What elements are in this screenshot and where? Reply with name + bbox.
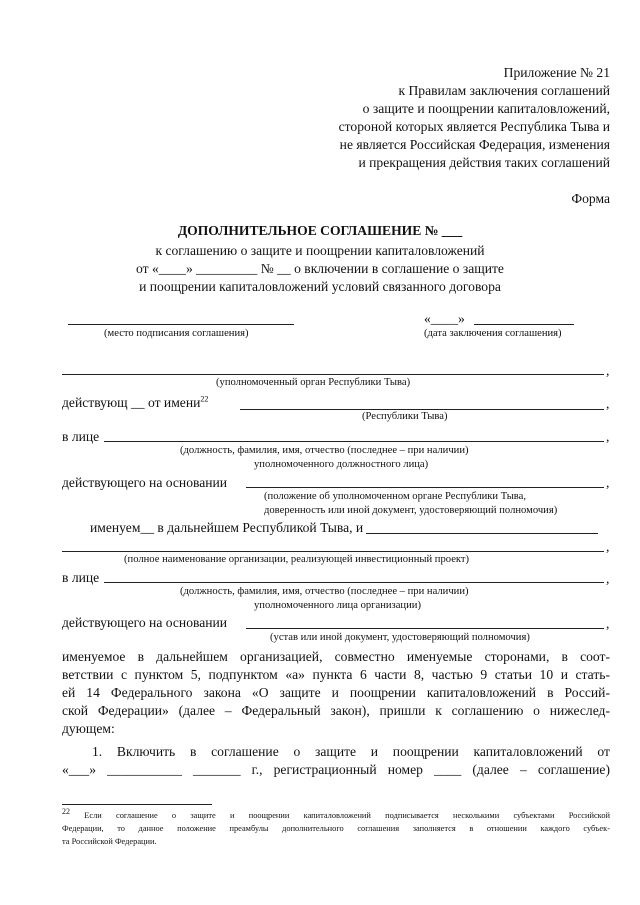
in-person-label: в лице [62, 429, 100, 444]
basis-caption: доверенность или иной документ, удостоверяющий полномочия) [264, 505, 558, 516]
body-line: дующем: [62, 721, 115, 736]
header-line: и прекращения действия таких соглашений [358, 155, 610, 170]
footnote-number: 22 [62, 807, 70, 817]
header-line: о защите и поощрении капиталовложений, [362, 101, 610, 116]
footnote-line [62, 807, 610, 820]
comma: , [606, 396, 610, 411]
footnote-line: Федерации, то данное положение преамбулы дополнительного соглашения заполняется в отношении каждого субъек- [62, 824, 610, 833]
comma: , [606, 616, 610, 631]
basis-label: действующего на основании [62, 615, 228, 630]
subtitle-line: к соглашению о защите и поощрении капиталовложений [155, 243, 485, 258]
subtitle-line: и поощрении капиталовложений условий связанного договора [139, 279, 501, 294]
basis-caption: (устав или иной документ, удостоверяющий полномочия) [270, 632, 530, 643]
official-field[interactable] [104, 441, 604, 442]
acting-label: действующ __ от имени$^{22}$ [62, 394, 209, 410]
comma: , [606, 429, 610, 444]
basis-field[interactable] [246, 628, 604, 629]
org-name-field[interactable] [62, 551, 604, 552]
document-title: ДОПОЛНИТЕЛЬНОЕ СОГЛАШЕНИЕ № ___ [177, 223, 463, 238]
organ-field[interactable] [62, 374, 604, 375]
footnote-line: та Российской Федерации. [62, 837, 157, 846]
comma: , [606, 539, 610, 554]
footnote-text: Если соглашение о защите и поощрении капиталовложений подписывается несколькими субъектами Российской [70, 811, 610, 820]
clause-1: 1. Включить в соглашение о защите и поощрении капиталовложений от [92, 744, 610, 759]
header-line: стороной которых является Республика Тыва и [338, 119, 610, 134]
official-caption: уполномоченного лица организации) [254, 600, 421, 611]
subtitle-line: от «____» _________ № __ о включении в соглашение о защите [136, 261, 504, 276]
organ-caption: (уполномоченный орган Республики Тыва) [216, 377, 411, 388]
comma: , [606, 571, 610, 586]
official-field[interactable] [104, 582, 604, 583]
header-line: Приложение № 21 [503, 65, 610, 80]
place-field[interactable] [68, 324, 294, 325]
comma: , [606, 475, 610, 490]
body-line: ской Федерации» (далее – Федеральный закон), пришли к соглашению о нижеслед- [62, 703, 610, 718]
date-prefix: «____» [424, 311, 465, 326]
header-line: не является Российская Федерация, изменения [339, 137, 610, 152]
date-field[interactable] [474, 324, 574, 325]
official-caption: (должность, фамилия, имя, отчество (последнее – при наличии) [180, 586, 469, 597]
body-line: именуемое в дальнейшем организацией, совместно именуемые сторонами, в соот- [62, 649, 610, 664]
footnote-divider [62, 804, 212, 805]
date-caption: (дата заключения соглашения) [424, 328, 562, 339]
basis-label: действующего на основании [62, 475, 228, 490]
place-caption: (место подписания соглашения) [104, 328, 249, 339]
republic-caption: (Республики Тыва) [362, 411, 448, 422]
footnote-ref: 22 [200, 394, 209, 404]
form-label: Форма [571, 191, 610, 206]
body-line: ей 14 Федерального закона «О защите и поощрении капиталовложений в Россий- [62, 685, 610, 700]
org-caption: (полное наименование организации, реализующей инвестиционный проект) [124, 554, 470, 565]
republic-field[interactable] [240, 409, 604, 410]
official-caption: уполномоченного должностного лица) [254, 459, 429, 470]
body-line: ветствии с пунктом 5, подпунктом «а» пункта 6 части 8, частью 9 статьи 10 и стать- [62, 667, 610, 682]
named-label: именуем__ в дальнейшем Республикой Тыва, и [90, 520, 364, 535]
in-person-label: в лице [62, 570, 100, 585]
clause-1-continued: «___» ___________ _______ г., регистрационный номер ____ (далее – соглашение) [62, 762, 610, 777]
basis-field[interactable] [246, 487, 604, 488]
org-name-field-start[interactable] [366, 533, 598, 534]
header-line: к Правилам заключения соглашений [398, 83, 610, 98]
comma: , [606, 363, 610, 378]
basis-caption: (положение об уполномоченном органе Республики Тыва, [264, 491, 527, 502]
official-caption: (должность, фамилия, имя, отчество (последнее – при наличии) [180, 445, 469, 456]
